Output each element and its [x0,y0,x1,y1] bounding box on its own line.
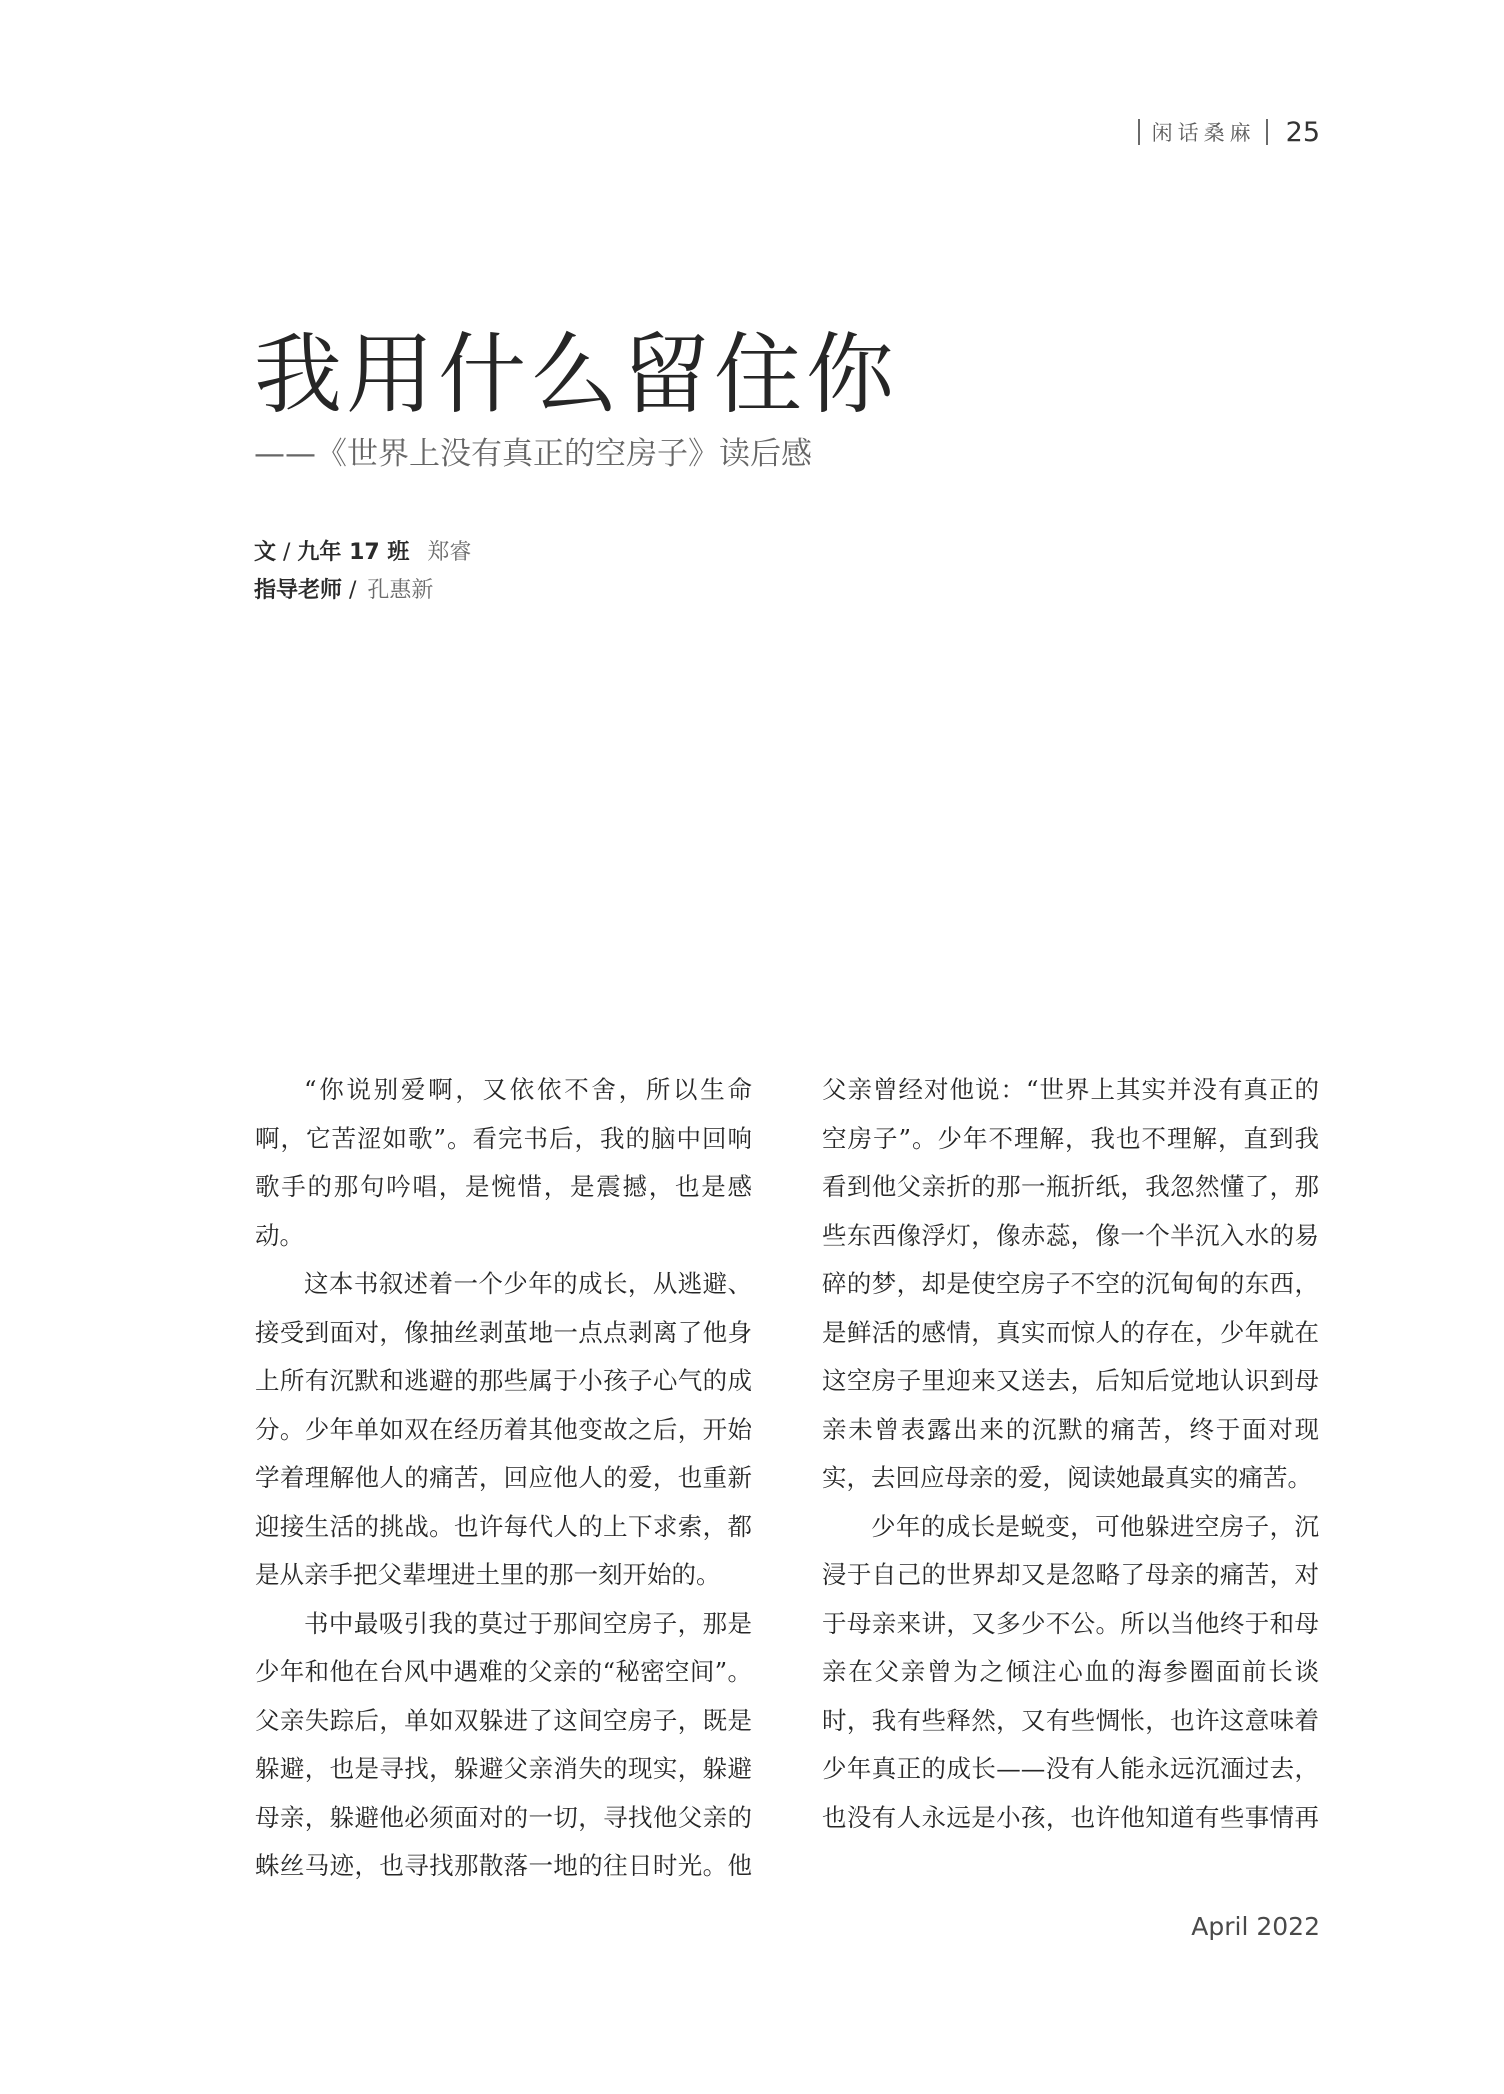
author-label: 文 [254,540,277,565]
header-divider-left [1138,119,1140,145]
teacher-separator: / [342,578,364,603]
article-title: 我用什么留住你 [254,323,899,426]
issue-date: April 2022 [1191,1912,1320,1941]
author-class: 九年 17 班 [297,540,410,565]
page-number: 25 [1285,116,1320,148]
author-separator: / [276,540,298,565]
paragraph: 这本书叙述着一个少年的成长，从逃避、接受到面对，像抽丝剥茧地一点点剥离了他身上所有沉默和逃避的那些属于小孩子心气的成分。少年单如双在经历着其他变故之后，开始学着理解他人的痛苦，回应他人的爱，也重新迎接生活的挑战。也许每代人的上下求索，都是从亲手把父辈埋进土里的那一刻开始的。 [255,1269,752,1589]
section-name: 闲话桑麻 [1151,121,1256,145]
teacher-name: 孔惠新 [367,578,434,603]
author-byline [254,537,471,569]
body-column-right [822,1066,1319,1842]
author-name: 郑睿 [427,540,472,565]
paragraph: 父亲曾经对他说：“世界上其实并没有真正的空房子”。少年不理解，我也不理解，直到我看到他父亲折的那一瓶折纸，我忽然懂了，那些东西像浮灯，像赤蕊，像一个半沉入水的易碎的梦，却是使空房子不空的沉甸甸的东西，是鲜活的感情，真实而惊人的存在，少年就在这空房子里迎来又送去，后知后觉地认识到母亲未曾表露出来的沉默的痛苦，终于面对现实，去回应母亲的爱，阅读她最真实的痛苦。 [822,1075,1319,1492]
header-divider-right [1266,119,1268,145]
teacher-byline [254,575,433,607]
paragraph: 书中最吸引我的莫过于那间空房子，那是少年和他在台风中遇难的父亲的“秘密空间”。父亲失踪后，单如双躲进了这间空房子，既是躲避，也是寻找，躲避父亲消失的现实，躲避母亲，躲避他必须面对的一切，寻找他父亲的蛛丝马迹，也寻找那散落一地的往日时光。他 [255,1608,752,1880]
running-header [1138,112,1320,152]
paragraph: 少年的成长是蜕变，可他躲进空房子，沉浸于自己的世界却又是忽略了母亲的痛苦，对于母亲来讲，又多少不公。所以当他终于和母亲在父亲曾为之倾注心血的海参圈面前长谈时，我有些释然，又有些惆怅，也许这意味着少年真正的成长——没有人能永远沉湎过去，也没有人永远是小孩，也许他知道有些事情再 [822,1511,1319,1832]
body-column-left [255,1066,752,1891]
teacher-label: 指导老师 [254,578,343,603]
article-subtitle: ——《世界上没有真正的空房子》读后感 [254,436,812,472]
paragraph: “你说别爱啊，又依依不舍，所以生命啊，它苦涩如歌”。看完书后，我的脑中回响歌手的那句吟唱，是惋惜，是震撼，也是感动。 [255,1075,752,1250]
